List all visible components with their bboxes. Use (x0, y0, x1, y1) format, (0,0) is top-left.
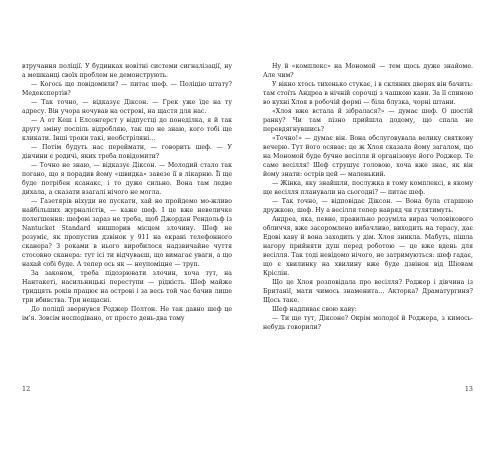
paragraph: — Так точно, — відказує Діксон. — Грек уже їде на ту адресу. Він учора ночував на острові, на щастя для нас. (22, 99, 232, 116)
right-page-text (263, 62, 473, 332)
paragraph: — Так точно, — відповідає Діксон. — Вона була старшою дружкою, шеф. Ну а весілля тепер навряд чи гулятимуть. (263, 198, 473, 215)
paragraph: Ну й «комплекс» на Мономой — тем щось дуже знайоме. Але чим? (263, 63, 473, 80)
paragraph: — Потім будуть нас переймати, — говорить шеф. — У дівчини є родичі, яких треба повідомити? (22, 144, 232, 161)
paragraph: Що це Хлоя розповідала про весілля? Роджер і дівчина із Британії, мати чимось знаменита… Акторка? Драматургиня? Щось таке. (263, 279, 473, 305)
left-page (22, 0, 232, 450)
page-number: 12 (22, 385, 31, 393)
paragraph: втручання поліції. У будинках новітні системи сигналізації, ну а мешканці своїх проблем не демонструють. (22, 63, 232, 80)
paragraph: Андреа, яка, певне, правильно розуміла вираз чоловікового обличчя, вже засоромлено вибачливо, виходить на терасу, дає Едові каву й вона заходить у дім. Хлоя зникла. Мабуть, пішла нагору прийняти душ перед роботою — це вже вдень для весілля. Так тоді невідомо нічого, не затримуються: шеф гадає, що є хвилинку на хвилину вже буде дзвінок від Шіовам Кріслін. (263, 216, 473, 278)
paragraph: Шеф надпиває свою каву: (272, 306, 357, 314)
paragraph: «Точно!» — думає він. Вона обслуговувала велику святкову вечерю. Тут його осяває: це ж Хлоя сказала йому загалом, що на Мономой буде бучне весілля й організовує його Роджер. Те саме весілля! Шеф струшує головою, хоча вже знає, як він йому знати: острів цей — маленький. (263, 135, 473, 179)
paragraph: — А от Кеш і Елсонгерст у відпустці до понеділка, я й так другу зміну поспіль відробляю, так що не знаю, кого тобі ще кликати. Інші троки такі, необстріляні… (22, 117, 232, 143)
paragraph: «Хлоя вже встала й зібралася?» — думає шеф. О шостій ранку? Чи там пізно прийшла додому, що спала не перевдягнувшись? (263, 108, 473, 134)
right-page (263, 0, 473, 450)
paragraph: — Ти ще тут, Діксоне? Окрім молодої й Роджера, з кимось-небудь говорили? (263, 315, 473, 332)
paragraph: — Жінка, яку знайшли, послужка в тому комплексі, в якому ще весілля планували на сьогодні? — питає шеф. (263, 180, 473, 197)
paragraph: У вікно хтось тихенько стукає, і в скляних дверях він бачить: там стоїть Андреа в нічній сорочці з чашкою кави. За її спиною во кухні Хлоя в робочій формі — біла блузка, чорні штани. (263, 81, 473, 107)
paragraph: За законом, треба підозрювати злочин, хоча тут, на Нантакеті, насильницькі переступи — рідкість. Шеф майже тридцять років працює на острові і за весь той час бачив лише три вбивства. Три нещасні. (22, 270, 232, 305)
paragraph: — Когось ще повідомили? — питає шеф. — Поліцію штату? Медекспертів? (22, 81, 232, 98)
page-number: 13 (464, 385, 473, 393)
paragraph: — Газетярів ніхуди не пускати, хай не пройдемо мо‑жливо найбільших журналістів, — каже шеф. І це вже невеличке полегшення: шефові зараз не треба, щоб Джордан Рендольф із Nantucket Standard нишпорив місцем злочину. Шеф не розуміє, як пропустив дзвінок у 911 на екрані телефонного сканера? З роками в нього виробилося надзвичайне чуття стосовно сканера: тут ісі ти відчуваєш, що вимагає уваги, а що нахай собі буде. А тепер ось як — неупоміцне — труп. (22, 198, 232, 269)
paragraph: — Точно не знаю, — відказує Діксон. — Молодий стало так погано, що я порадив йому «швидка» завезе її в лікарню. Її ще буде потрібен ксанакс, і то дуже сильно. Вона там ледве дихала, а сказати взагалі нічого не могла. (22, 162, 232, 197)
paragraph: До поліції звернувся Роджер Полтон. Не так давно шеф це ім'я. Зовсім несподівано, от просто день-два тому (22, 306, 232, 323)
left-page-text (22, 62, 232, 323)
